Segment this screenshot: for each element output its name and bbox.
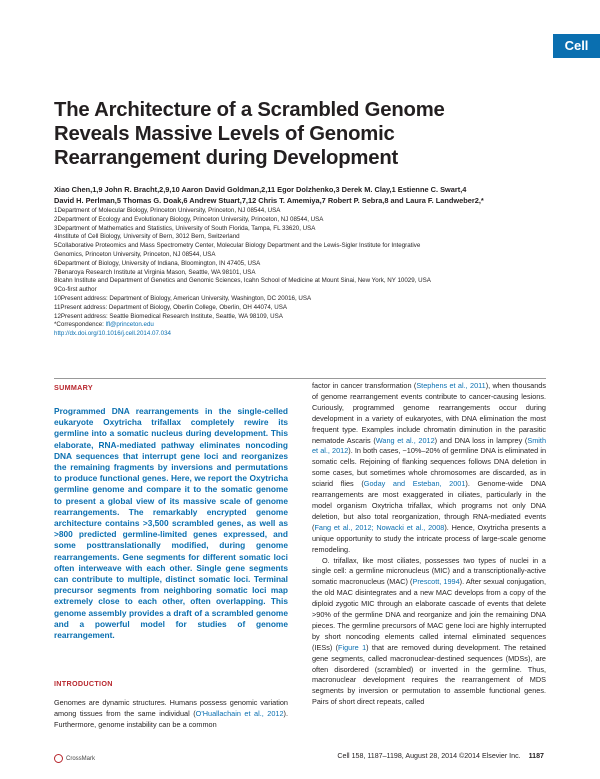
affiliation: 11Present address: Department of Biology, Oberlin College, Oberlin, OH 44074, USA bbox=[54, 303, 287, 311]
body-text: ). Hence, Oxytricha presents a unique opportunity to study the intricate process of large-scale genome remodeling. bbox=[312, 522, 546, 554]
affiliation: 2Department of Ecology and Evolutionary Biology, Princeton University, Princeton, NJ 08544, USA bbox=[54, 215, 324, 223]
affiliation: 12Present address: Seattle Biomedical Research Institute, Seattle, WA 98109, USA bbox=[54, 312, 283, 320]
intro-paragraph bbox=[312, 556, 546, 709]
page-number: 1187 bbox=[528, 752, 544, 760]
author-line: David H. Perlman,5 Thomas G. Doak,6 Andrew Stuart,7,12 Chris T. Amemiya,7 Robert P. Sebra,8 and Laura F. Landweber2,* bbox=[54, 195, 484, 205]
body-text: ), when thousands of genome rearrangement events contribute to cancer-causing lesions. Curiously, programmed genome rearrangements occur during development in a variety of eukaryotes, with DNA elimination the most frequent type. Examples include chromatin diminution in the parasitic nematode Ascaris ( bbox=[312, 381, 546, 445]
body-text: ). In both cases, ~10%–20% of germline DNA is eliminated in somatic cells. Rejoining of flanking sequences follows DNA deletion in some cases, but sometimes whole chromosomes are discarded, as in sciarid flies ( bbox=[312, 446, 547, 489]
journal-logo: Cell bbox=[553, 34, 600, 58]
introduction-text bbox=[54, 698, 288, 731]
body-text: factor in cancer transformation ( bbox=[312, 381, 417, 390]
figure-link[interactable]: Figure 1 bbox=[338, 642, 367, 652]
summary-text bbox=[54, 406, 288, 641]
body-text: ) and DNA loss in lamprey ( bbox=[434, 435, 528, 445]
affiliation: 5Collaborative Proteomics and Mass Spectrometry Center, Molecular Biology Department and the Lewis-Sigler Institute for Integrative bbox=[54, 242, 421, 250]
citation-link[interactable]: Wang et al., 2012 bbox=[375, 435, 435, 445]
affiliation: 6Department of Biology, University of Indiana, Bloomington, IN 47405, USA bbox=[54, 259, 261, 267]
affiliation: 8Icahn Institute and Department of Genetics and Genomic Sciences, Icahn School of Medicine at Mount Sinai, New York, NY 10029, USA bbox=[54, 277, 431, 285]
citation-link[interactable]: Prescott, 1994 bbox=[412, 577, 460, 587]
title-line: Reveals Massive Levels of Genomic bbox=[54, 123, 395, 145]
title-line: Rearrangement during Development bbox=[54, 147, 399, 169]
author-line: Xiao Chen,1,9 John R. Bracht,2,9,10 Aaron David Goldman,2,11 Egor Dolzhenko,3 Derek M. Clay,1 Estienne C. Swart,4 bbox=[54, 185, 467, 194]
correspondence bbox=[54, 321, 564, 330]
intro-paragraph bbox=[312, 381, 546, 556]
summary-heading: SUMMARY bbox=[54, 383, 93, 392]
affiliation: Genomics, Princeton University, Princeton, NJ 08544, USA bbox=[54, 250, 216, 258]
intro-text: ). Furthermore, genome instability can be a common bbox=[54, 708, 288, 729]
citation-link[interactable]: O'Huallachain et al., 2012 bbox=[195, 708, 284, 718]
introduction-heading: INTRODUCTION bbox=[54, 679, 113, 688]
correspondence-email-link[interactable]: lfl@princeton.edu bbox=[105, 321, 154, 329]
correspondence-label: *Correspondence: bbox=[54, 321, 106, 329]
crossmark-icon bbox=[54, 754, 63, 763]
page-footer bbox=[337, 752, 544, 760]
affiliation: 7Benaroya Research Institute at Virginia Mason, Seattle, WA 98101, USA bbox=[54, 268, 256, 276]
divider bbox=[54, 378, 546, 379]
article-title bbox=[54, 98, 534, 170]
crossmark-label: CrossMark bbox=[66, 755, 96, 762]
affiliation: 3Department of Mathematics and Statistics, University of South Florida, Tampa, FL 33620, USA bbox=[54, 224, 316, 232]
footer-citation: Cell 158, 1187–1198, August 28, 2014 ©2014 Elsevier Inc. bbox=[337, 752, 521, 760]
crossmark-badge[interactable] bbox=[54, 754, 95, 763]
affiliation: 10Present address: Department of Biology, American University, Washington, DC 20016, USA bbox=[54, 294, 312, 302]
intro-text: Genomes are dynamic structures. Humans possess genomic variation among tissues from the same individual ( bbox=[54, 698, 288, 718]
summary-paragraph: Programmed DNA rearrangements in the single-celled eukaryote Oxytricha trifallax completely rewire its germline into a somatic nucleus during development. This elaborate, RNA-mediated pathway eliminates noncoding DNA sequences that interrupt gene loci and reorganizes the remaining fragments by inversions and permutations to produce functional genes. Here, we report the Oxytricha germline genome and compare it to the somatic genome to present a global view of its massive scale of genome rearrangements. The remarkably encrypted genome architecture contains >3,500 scrambled genes, as well as >800 predicted germline-limited genes expressed, and some posttranslationally modified, during genome rearrangements. Gene segments for different somatic loci often interweave with each other. Single gene segments can contribute to multiple, distinct somatic loci. Terminal precursor segments from neighboring somatic loci map extremely close to each other, often overlapping. This genome assembly provides a draft of a scrambled genome and a powerful model for studies of genome rearrangement. bbox=[54, 406, 288, 641]
right-column bbox=[312, 381, 546, 708]
author-list bbox=[54, 185, 554, 206]
title-line: The Architecture of a Scrambled Genome bbox=[54, 99, 445, 121]
affiliation: 4Institute of Cell Biology, University of Bern, 3012 Bern, Switzerland bbox=[54, 233, 240, 241]
citation-link[interactable]: Goday and Esteban, 2001 bbox=[363, 479, 466, 489]
doi-link[interactable]: http://dx.doi.org/10.1016/j.cell.2014.07.034 bbox=[54, 330, 171, 338]
citation-link[interactable]: Smith et al., 2012 bbox=[312, 435, 546, 456]
affiliation: 1Department of Molecular Biology, Princeton University, Princeton, NJ 08544, USA bbox=[54, 207, 281, 214]
citation-link[interactable]: Stephens et al., 2011 bbox=[416, 381, 486, 390]
affiliation: 9Co-first author bbox=[54, 286, 97, 294]
citation-link[interactable]: Fang et al., 2012; Nowacki et al., 2008 bbox=[314, 522, 445, 532]
body-text: ). After sexual conjugation, the old MAC disintegrates and a new MAC develops from a copy of the diploid zygotic MIC through an elaborate cascade of events that delete >90% of the germline DNA and reorganize and join the remaining DNA pieces. The germline precursors of MAC gene loci are highly interrupted by short noncoding elements called internal eliminated sequences (IESs) ( bbox=[312, 577, 546, 652]
body-text: O. trifallax, like most ciliates, possesses two types of nuclei in a single cell: a germline micronucleus (MIC) and a transcriptionally-active somatic macronucleus (MAC) ( bbox=[312, 555, 546, 587]
body-text: ). Genome-wide DNA rearrangements are most exaggerated in ciliates, particularly in the model organism Oxytricha trifallax, which programs not only DNA deletion, but also total reorganization, through RNA-mediated events ( bbox=[312, 479, 546, 532]
affiliations bbox=[54, 207, 564, 339]
body-text: ) that are removed during development. The retained gene segments, called macronuclear-destined sequences (MDSs), are often disordered (scrambled) or inverted in the germline. Thus, macronuclear development requires the rearrangement of MDS segments by inversion or permutation to assemble functional genes. Pairs of short direct repeats, called bbox=[312, 642, 546, 707]
